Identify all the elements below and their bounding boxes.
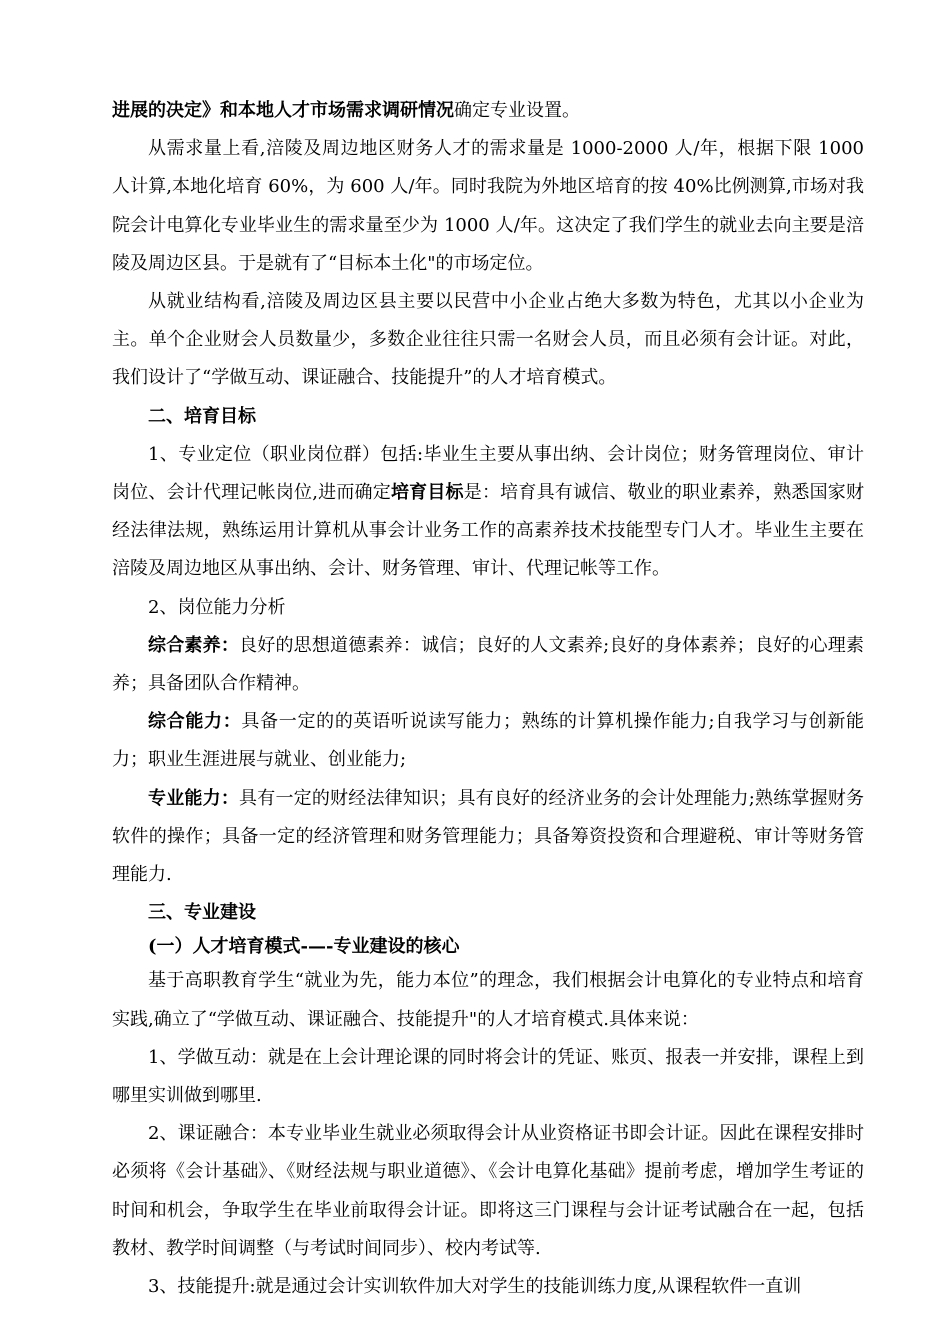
paragraph-positioning xyxy=(112,436,864,589)
paragraph-structure: 从就业结构看,涪陵及周边区县主要以民营中小企业占绝大多数为特色，尤其以小企业为主。单个企业财会人员数量少，多数企业往往只需一名财会人员，而且必须有会计证。对此，我们设计了“学做互动、课证融合、技能提升”的人才培育模式。 xyxy=(112,291,864,389)
paragraph-professional xyxy=(112,780,864,895)
paragraph-ability xyxy=(112,703,864,779)
body-text: 确定专业设置。 xyxy=(454,100,580,121)
body-text: 1、专业定位（职业岗位群）包括:毕业生主要从事出纳、会计岗位；财务管理岗位、审计岗位、会计代理记帐岗位,进而确定 xyxy=(112,443,864,504)
bold-label: 专业能力： xyxy=(148,787,240,809)
body-text: 是：培育具有诚信、敬业的职业素养，熟悉国家财经法律法规，熟练运用计算机从事会计业务工作的高素养技术技能型专门人才。毕业生主要在涪陵及周边地区从事出纳、会计、财务管理、审计、代理记帐等工作。 xyxy=(112,482,864,580)
paragraph-continuation xyxy=(112,92,864,130)
bold-text: 进展的决定》和本地人才市场需求调研情况 xyxy=(112,100,454,121)
paragraph-skill-upgrade: 3、技能提升:就是通过会计实训软件加大对学生的技能训练力度,从课程软件一直训 xyxy=(148,1276,802,1298)
paragraph-course-certificate: 2、课证融合：本专业毕业生就业必须取得会计从业资格证书即会计证。因此在课程安排时必须将《会计基础》、《财经法规与职业道德》、《会计电算化基础》提前考虑，增加学生考证的时间和机会，争取学生在毕业前取得会计证。即将这三门课程与会计证考试融合在一起，包括教材、教学时间调整（与考试时间同步）、校内考试等. xyxy=(112,1123,864,1259)
section-heading-goals: 二、培育目标 xyxy=(148,405,256,427)
paragraph-quality xyxy=(112,627,864,703)
body-text: 具有一定的财经法律知识；具有良好的经济业务的会计处理能力;熟练掌握财务软件的操作；具备一定的经济管理和财务管理能力；具备筹资投资和合理避税、审计等财务管理能力. xyxy=(112,787,865,886)
bold-text: 培育目标 xyxy=(390,482,464,504)
paragraph-ability-analysis: 2、岗位能力分析 xyxy=(148,596,286,618)
subsection-heading-model: (一）人才培育模式-—-专业建设的核心 xyxy=(148,936,460,958)
body-text: 具备一定的的英语听说读写能力；熟练的计算机操作能力;自我学习与创新能力；职业生涯进展与就业、创业能力; xyxy=(112,711,865,771)
body-text: 良好的思想道德素养：诚信；良好的人文素养;良好的身体素养；良好的心理素养；具备团队合作精神。 xyxy=(112,634,865,695)
paragraph-concept: 基于高职教育学生“就业为先，能力本位”的理念，我们根据会计电算化的专业特点和培育实践,确立了“学做互动、课证融合、技能提升"的人才培育模式.具体来说： xyxy=(112,970,864,1030)
document-page xyxy=(112,92,864,1306)
bold-label: 综合能力： xyxy=(148,711,242,733)
paragraph-demand: 从需求量上看,涪陵及周边地区财务人才的需求量是 1000-2000 人/年，根据下限 1000 人计算,本地化培育 60%，为 600 人/年。同时我院为外地区培育的按 40%比例测算,市场对我院会计电算化专业毕业生的需求量至少为 1000 人/年。这决定了我们学生的就业去向主要是涪陵及周边区县。于是就有了“目标本土化"的市场定位。 xyxy=(112,138,864,274)
bold-label: 综合素养： xyxy=(148,634,240,656)
section-heading-construction: 三、专业建设 xyxy=(148,902,256,924)
paragraph-learn-do: 1、学做互动：就是在上会计理论课的同时将会计的凭证、账页、报表一并安排，课程上到哪里实训做到哪里. xyxy=(112,1046,864,1107)
